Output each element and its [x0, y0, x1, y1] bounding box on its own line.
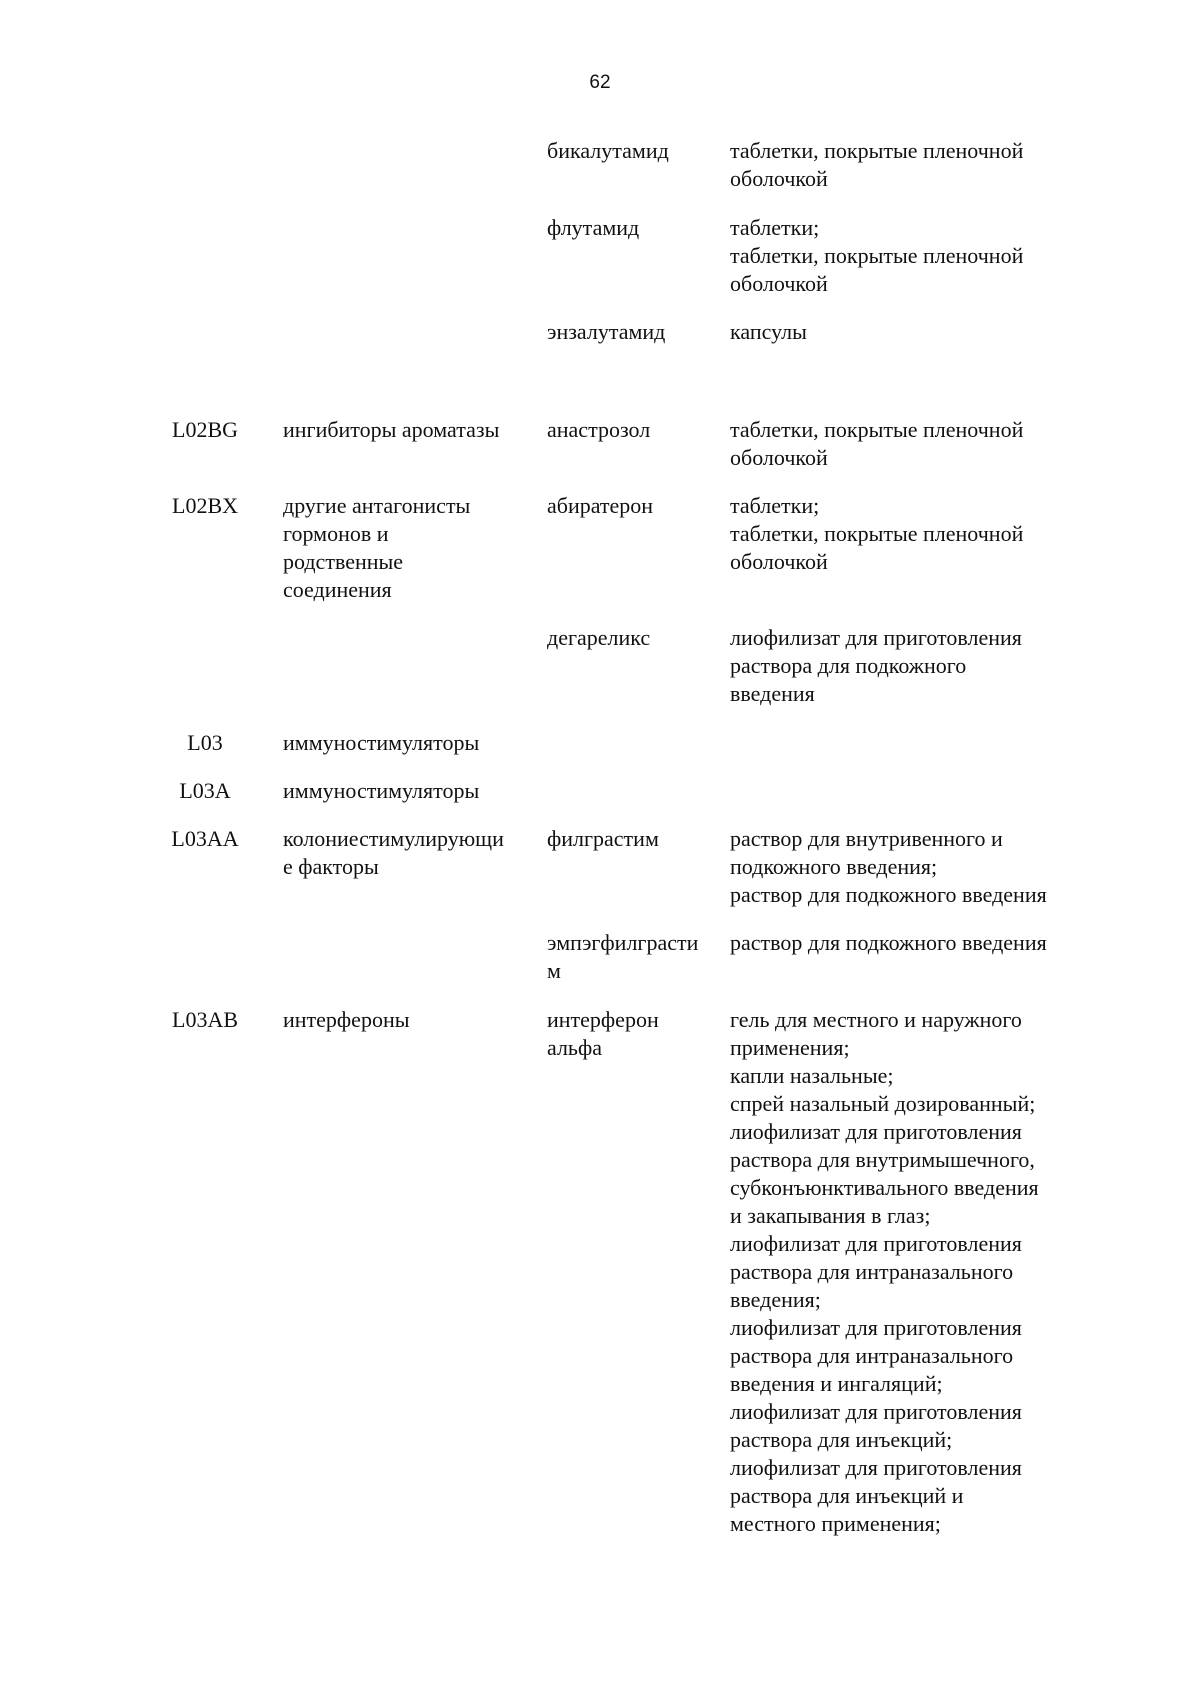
pharmacological-group: колониестимулирующи е факторы: [283, 826, 504, 879]
drug-substance: эмпэгфилграсти м: [547, 930, 699, 983]
drug-substance: энзалутамид: [547, 319, 666, 344]
page-number: 62: [589, 72, 611, 93]
pharmacological-group: иммуностимуляторы: [283, 730, 480, 755]
drug-substance: флутамид: [547, 215, 640, 240]
drug-substance: интерферон альфа: [547, 1007, 659, 1060]
drug-substance: анастрозол: [547, 417, 651, 442]
dosage-form: таблетки, покрытые пленочной оболочкой: [730, 417, 1024, 470]
dosage-form: таблетки, покрытые пленочной оболочкой: [730, 138, 1024, 191]
pharmacological-group: ингибиторы ароматазы: [283, 417, 500, 442]
dosage-form: гель для местного и наружного применения; капли назальные; спрей назальный дозированный; лиофилизат для приготовления раствора для внутримышечного, субконъюнктивального введения и закапывания в глаз; лиофилизат для приготовления раствора для интраназального введения; лиофилизат для приготовления раствора для интраназального введения и ингаляций; лиофилизат для приготовления раствора для инъекций; лиофилизат для приготовления раствора для инъекций и местного применения;: [730, 1007, 1039, 1536]
atc-code: L03AA: [171, 826, 239, 851]
atc-code: L03: [187, 730, 223, 755]
dosage-form: раствор для подкожного введения: [730, 930, 1047, 955]
dosage-form: таблетки; таблетки, покрытые пленочной оболочкой: [730, 493, 1024, 574]
dosage-form: капсулы: [730, 319, 807, 344]
drug-substance: филграстим: [547, 826, 659, 851]
atc-code: L02BX: [172, 493, 238, 518]
atc-code: L02BG: [172, 417, 238, 442]
pharmacological-group: иммуностимуляторы: [283, 778, 480, 803]
drug-substance: абиратерон: [547, 493, 654, 518]
drug-substance: дегареликс: [547, 625, 651, 650]
atc-code: L03AB: [172, 1007, 238, 1032]
pharmacological-group: другие антагонисты гормонов и родственные соединения: [283, 493, 471, 602]
drug-substance: бикалутамид: [547, 138, 669, 163]
atc-code: L03A: [179, 778, 231, 803]
dosage-form: таблетки; таблетки, покрытые пленочной оболочкой: [730, 215, 1024, 296]
dosage-form: раствор для внутривенного и подкожного введения; раствор для подкожного введения: [730, 826, 1047, 907]
pharmacological-group: интерфероны: [283, 1007, 410, 1032]
dosage-form: лиофилизат для приготовления раствора для подкожного введения: [730, 625, 1022, 706]
